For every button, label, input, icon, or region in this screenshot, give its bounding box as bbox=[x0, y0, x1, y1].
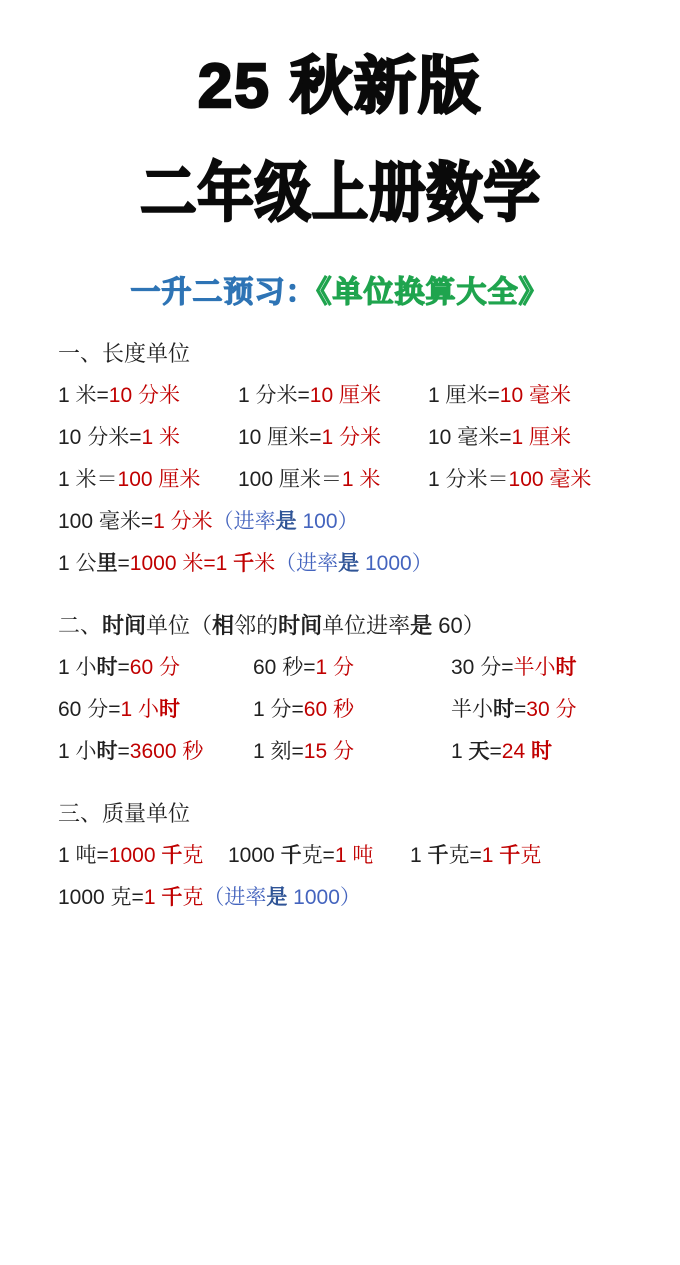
text-run: 是 bbox=[338, 552, 360, 575]
text-run: 克 bbox=[520, 844, 542, 867]
text-run: 1000 bbox=[108, 844, 162, 867]
text-run: 1 bbox=[143, 886, 162, 909]
subtitle-prefix: 一升二预习： bbox=[130, 276, 317, 309]
section-header-mass-units bbox=[58, 803, 650, 825]
section-mass-units bbox=[58, 803, 650, 909]
text-run: 1 分米 bbox=[321, 426, 381, 449]
text-run: 千 bbox=[161, 844, 183, 867]
text-run: 1 分米 bbox=[153, 510, 213, 533]
text-run: 1000 米=1 bbox=[129, 552, 234, 575]
text-run: 10 厘米 bbox=[309, 384, 381, 407]
text-run: 1 bbox=[410, 844, 428, 867]
text-run: 1 吨= bbox=[58, 844, 109, 867]
text-run: 邻的 bbox=[234, 613, 279, 638]
formula bbox=[253, 699, 451, 721]
formula-row bbox=[58, 427, 650, 449]
text-run: 1 刻= bbox=[253, 740, 304, 763]
formula-row bbox=[58, 385, 650, 407]
text-run: 时间 bbox=[102, 613, 147, 638]
text-run: 二、 bbox=[58, 613, 103, 638]
main-title-line2-wrap bbox=[0, 157, 680, 243]
main-title-line2: 二年级上册数学 bbox=[139, 157, 541, 229]
text-run: 1 bbox=[481, 844, 500, 867]
formula bbox=[58, 469, 238, 491]
text-run: 1000 bbox=[228, 844, 281, 867]
text-run: 相 bbox=[212, 613, 235, 638]
text-run: 1 小 bbox=[58, 740, 97, 763]
text-run: 天 bbox=[468, 740, 490, 763]
formula bbox=[58, 553, 433, 575]
text-run: 30 分= bbox=[451, 656, 514, 679]
text-run: = bbox=[117, 656, 130, 679]
text-run: 10 分米= bbox=[58, 426, 142, 449]
subtitle bbox=[0, 276, 680, 310]
text-run: 60 秒= bbox=[253, 656, 316, 679]
text-run: 30 分 bbox=[526, 698, 577, 721]
formula bbox=[238, 469, 428, 491]
text-run: 米 bbox=[254, 552, 276, 575]
sections-container bbox=[0, 343, 680, 909]
text-run: 1 分米= bbox=[238, 384, 310, 407]
text-run: 克 bbox=[182, 844, 204, 867]
formula bbox=[58, 511, 359, 533]
formula bbox=[58, 657, 253, 679]
text-run: 千 bbox=[427, 844, 449, 867]
text-run: 1 分 bbox=[315, 656, 354, 679]
text-run: 时 bbox=[158, 698, 180, 721]
text-run: 千 bbox=[280, 844, 302, 867]
formula-row bbox=[58, 511, 650, 533]
section-time-units bbox=[58, 615, 650, 763]
formula bbox=[228, 845, 410, 867]
text-run: 半小 bbox=[451, 698, 493, 721]
text-run: = bbox=[514, 698, 527, 721]
text-run: 1 米 bbox=[341, 468, 381, 491]
text-run: 1 米 bbox=[141, 426, 180, 449]
text-run: 1000） bbox=[287, 886, 361, 909]
text-run: 克 bbox=[182, 886, 204, 909]
text-run: （进率 bbox=[212, 510, 276, 533]
text-run: 1 分= bbox=[253, 698, 304, 721]
formula bbox=[238, 427, 428, 449]
formula bbox=[253, 657, 451, 679]
title-block bbox=[0, 52, 680, 243]
text-run: = bbox=[489, 740, 502, 763]
formula bbox=[451, 741, 552, 763]
text-run: 时间 bbox=[278, 613, 323, 638]
formula bbox=[428, 427, 571, 449]
text-run: 1 bbox=[451, 740, 469, 763]
formula bbox=[58, 741, 253, 763]
text-run: 60 秒 bbox=[303, 698, 354, 721]
text-run: 1000 克= bbox=[58, 886, 144, 909]
text-run: 1 小 bbox=[120, 698, 159, 721]
text-run: 千 bbox=[233, 552, 255, 575]
formula-row bbox=[58, 469, 650, 491]
section-header-time-units bbox=[58, 615, 650, 637]
worksheet-page bbox=[0, 52, 680, 1265]
formula bbox=[58, 887, 361, 909]
text-run: 24 bbox=[501, 740, 531, 763]
formula bbox=[238, 385, 428, 407]
text-run: 100） bbox=[296, 510, 359, 533]
text-run: 10 毫米= bbox=[428, 426, 512, 449]
formula bbox=[410, 845, 541, 867]
text-run: 3600 秒 bbox=[129, 740, 204, 763]
subtitle-book-title: 《单位换算大全》 bbox=[316, 276, 550, 309]
text-run: 10 厘米= bbox=[238, 426, 322, 449]
text-run: 时 bbox=[530, 740, 552, 763]
text-run: 单位进率 bbox=[322, 613, 411, 638]
formula-row bbox=[58, 657, 650, 679]
formula bbox=[428, 385, 571, 407]
text-run: 100 毫米 bbox=[508, 468, 592, 491]
text-run: 三、质量单位 bbox=[58, 801, 191, 826]
text-run: 一、长度单位 bbox=[58, 341, 191, 366]
text-run: 半小 bbox=[513, 656, 556, 679]
formula-row bbox=[58, 887, 650, 909]
text-run: 时 bbox=[96, 740, 118, 763]
text-run: 千 bbox=[161, 886, 183, 909]
formula bbox=[451, 699, 576, 721]
text-run: 1 厘米 bbox=[511, 426, 571, 449]
text-run: 60 分 bbox=[129, 656, 180, 679]
text-run: 时 bbox=[96, 656, 118, 679]
formula bbox=[58, 845, 228, 867]
text-run: = bbox=[117, 740, 130, 763]
text-run: 60 分= bbox=[58, 698, 121, 721]
text-run: 100 毫米= bbox=[58, 510, 154, 533]
text-run: 15 分 bbox=[303, 740, 354, 763]
text-run: 1 米＝ bbox=[58, 468, 118, 491]
text-run: 60） bbox=[432, 613, 485, 638]
text-run: 时 bbox=[555, 656, 577, 679]
formula-row bbox=[58, 845, 650, 867]
formula bbox=[58, 699, 253, 721]
text-run: 时 bbox=[493, 698, 514, 721]
text-run: 10 分米 bbox=[108, 384, 180, 407]
text-run: 单位（ bbox=[146, 613, 213, 638]
text-run: 100 厘米＝ bbox=[238, 468, 342, 491]
text-run: 1 分米＝ bbox=[428, 468, 509, 491]
text-run: = bbox=[117, 552, 130, 575]
main-title-line1: 25 秋新版 bbox=[197, 52, 483, 121]
formula-row bbox=[58, 741, 650, 763]
text-run: 1 小 bbox=[58, 656, 97, 679]
text-run: 1 厘米= bbox=[428, 384, 500, 407]
section-length-units bbox=[58, 343, 650, 575]
formula-row bbox=[58, 699, 650, 721]
section-header-length-units bbox=[58, 343, 650, 365]
text-run: （进率 bbox=[275, 552, 339, 575]
text-run: 10 毫米 bbox=[499, 384, 571, 407]
text-run: 1 公 bbox=[58, 552, 97, 575]
text-run: 克= bbox=[301, 844, 335, 867]
formula-row bbox=[58, 553, 650, 575]
formula bbox=[58, 385, 238, 407]
text-run: 1000） bbox=[359, 552, 433, 575]
formula bbox=[428, 469, 591, 491]
text-run: 千 bbox=[499, 844, 521, 867]
formula bbox=[253, 741, 451, 763]
text-run: 1 吨 bbox=[334, 844, 374, 867]
formula bbox=[451, 657, 576, 679]
text-run: 100 厘米 bbox=[117, 468, 201, 491]
text-run: 是 bbox=[266, 886, 288, 909]
text-run: 是 bbox=[410, 613, 433, 638]
text-run: （进率 bbox=[203, 886, 267, 909]
formula bbox=[58, 427, 238, 449]
text-run: 1 米= bbox=[58, 384, 109, 407]
text-run: 克= bbox=[448, 844, 482, 867]
text-run: 是 bbox=[275, 510, 297, 533]
text-run: 里 bbox=[96, 552, 118, 575]
